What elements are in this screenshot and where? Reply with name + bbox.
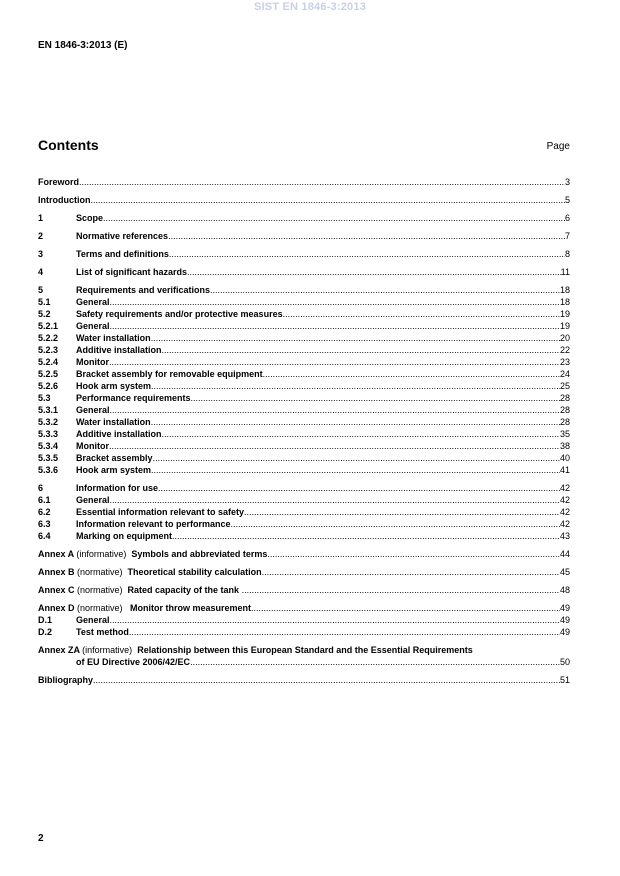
toc-entry-number: 6.2 xyxy=(38,507,51,517)
toc-entry-title: General xyxy=(76,405,110,415)
toc-entry-title: Safety requirements and/or protective measures xyxy=(76,309,283,319)
toc-entry-title: Bracket assembly for removable equipment xyxy=(76,369,263,379)
toc-entry-page: 7 xyxy=(564,231,570,241)
toc-entry[interactable] xyxy=(38,392,570,404)
toc-entry[interactable] xyxy=(38,614,570,626)
dot-leader xyxy=(129,626,560,638)
dot-leader xyxy=(158,482,560,494)
toc-entry-number: D.2 xyxy=(38,627,53,637)
toc-entry-title: Monitor xyxy=(76,357,109,367)
toc-entry-page: 28 xyxy=(559,417,570,427)
dot-leader xyxy=(172,530,560,542)
toc-entry-title: Performance requirements xyxy=(76,393,191,403)
toc-entry-title: Introduction xyxy=(38,195,91,205)
toc-entry[interactable] xyxy=(38,230,570,242)
page-number: 2 xyxy=(38,833,44,844)
dot-leader xyxy=(187,266,561,278)
dot-leader xyxy=(109,356,560,368)
toc-entry-number: 5.2.3 xyxy=(38,345,59,355)
toc-entry[interactable] xyxy=(38,194,570,206)
dot-leader xyxy=(210,284,560,296)
toc-entry-number: 5.3.5 xyxy=(38,453,59,463)
toc-entry-title: Water installation xyxy=(76,417,151,427)
dot-leader xyxy=(79,176,565,188)
toc-entry-page: 42 xyxy=(559,483,570,493)
toc-entry[interactable] xyxy=(38,344,570,356)
dot-leader xyxy=(151,464,560,476)
toc-entry[interactable] xyxy=(38,176,570,188)
dot-leader xyxy=(242,584,560,596)
dot-leader xyxy=(109,440,560,452)
toc-entry-title: Hook arm system xyxy=(76,465,152,475)
toc-entry-title: Bibliography xyxy=(38,675,94,685)
toc-entry-number: 6.1 xyxy=(38,495,51,505)
toc-entry[interactable] xyxy=(38,602,570,614)
toc-entry[interactable] xyxy=(38,548,570,560)
dot-leader xyxy=(110,296,560,308)
toc-entry-number: 2 xyxy=(38,231,44,241)
toc-entry[interactable] xyxy=(38,644,570,656)
toc-entry[interactable] xyxy=(38,584,570,596)
toc-entry[interactable] xyxy=(38,416,570,428)
toc-entry-number: 5.3.2 xyxy=(38,417,59,427)
toc-entry-title: Annex D (normative) Monitor throw measurement xyxy=(38,603,252,613)
dot-leader xyxy=(267,548,560,560)
toc-entry[interactable] xyxy=(38,356,570,368)
toc-entry-number: 6.4 xyxy=(38,531,51,541)
toc-entry-number: 5.1 xyxy=(38,297,51,307)
toc-entry-title: Test method xyxy=(76,627,129,637)
toc-entry-number: 1 xyxy=(38,213,44,223)
toc-entry-number: 5.2.5 xyxy=(38,369,59,379)
toc-entry-page: 38 xyxy=(559,441,570,451)
toc-entry[interactable] xyxy=(38,320,570,332)
toc-entry-number: 5.2.6 xyxy=(38,381,59,391)
toc-entry[interactable] xyxy=(38,482,570,494)
dot-leader xyxy=(168,230,565,242)
toc-entry[interactable] xyxy=(38,674,570,686)
toc-entry-page: 28 xyxy=(559,405,570,415)
toc-entry-title: Terms and definitions xyxy=(76,249,169,259)
toc-entry-page: 41 xyxy=(559,465,570,475)
dot-leader xyxy=(263,368,560,380)
toc-entry-page: 24 xyxy=(559,369,570,379)
toc-entry[interactable] xyxy=(38,506,570,518)
toc-entry-page: 43 xyxy=(559,531,570,541)
toc-entry-number: 5.3.6 xyxy=(38,465,59,475)
toc-entry-title: Requirements and verifications xyxy=(76,285,211,295)
toc-entry-title: Information for use xyxy=(76,483,159,493)
toc-entry-title: Marking on equipment xyxy=(76,531,173,541)
dot-leader xyxy=(151,380,560,392)
toc-entry-number: 6 xyxy=(38,483,44,493)
dot-leader xyxy=(93,674,560,686)
dot-leader xyxy=(251,602,560,614)
page-column-label: Page xyxy=(546,141,570,152)
toc-entry-number: 4 xyxy=(38,267,44,277)
toc-entry-title: Normative references xyxy=(76,231,169,241)
toc-entry-page: 44 xyxy=(559,549,570,559)
toc-entry[interactable] xyxy=(38,308,570,320)
toc-entry-page: 11 xyxy=(560,267,570,277)
toc-entry[interactable] xyxy=(38,494,570,506)
dot-leader xyxy=(244,506,560,518)
dot-leader xyxy=(91,194,565,206)
toc-entry-title: Annex A (informative) Symbols and abbreviated terms xyxy=(38,549,268,559)
toc-entry-page: 51 xyxy=(559,675,570,685)
toc-entry-number: 5.3.1 xyxy=(38,405,59,415)
toc-entry-number: 5.2 xyxy=(38,309,51,319)
toc-entry[interactable] xyxy=(38,626,570,638)
toc-entry-number: 3 xyxy=(38,249,44,259)
toc-entry[interactable] xyxy=(38,530,570,542)
annex-type: (informative) xyxy=(76,549,127,559)
toc-entry-page: 5 xyxy=(564,195,570,205)
toc-entry-number: 5.2.2 xyxy=(38,333,59,343)
toc-entry-title: Hook arm system xyxy=(76,381,152,391)
toc-entry[interactable] xyxy=(38,428,570,440)
annex-type: (informative) xyxy=(82,645,133,655)
dot-leader xyxy=(151,332,560,344)
dot-leader xyxy=(110,614,560,626)
watermark: SIST EN 1846-3:2013 xyxy=(253,1,367,13)
toc-entry-page: 49 xyxy=(559,603,570,613)
annex-type: (normative) xyxy=(77,585,123,595)
toc-entry-title: Information relevant to performance xyxy=(76,519,231,529)
toc-entry[interactable] xyxy=(38,248,570,260)
toc-entry-title: Water installation xyxy=(76,333,151,343)
toc-entry-number: 6.3 xyxy=(38,519,51,529)
annex-type: (normative) xyxy=(77,603,123,613)
toc-entry-page: 22 xyxy=(559,345,570,355)
toc-entry-number: 5.3.3 xyxy=(38,429,59,439)
toc-entry[interactable] xyxy=(38,656,570,668)
toc-entry-title: Scope xyxy=(76,213,104,223)
toc-entry[interactable] xyxy=(38,464,570,476)
toc-entry-page: 42 xyxy=(559,519,570,529)
toc-entry-page: 42 xyxy=(559,495,570,505)
toc-entry-page: 6 xyxy=(564,213,570,223)
dot-leader xyxy=(262,566,560,578)
toc-entry[interactable] xyxy=(38,380,570,392)
toc-entry-page: 35 xyxy=(559,429,570,439)
toc-entry[interactable] xyxy=(38,212,570,224)
toc-entry[interactable] xyxy=(38,368,570,380)
toc-entry-number: 5.2.1 xyxy=(38,321,59,331)
toc-entry-page: 25 xyxy=(559,381,570,391)
toc-entry-page: 19 xyxy=(559,309,570,319)
table-of-contents xyxy=(38,176,570,686)
toc-entry-page: 42 xyxy=(559,507,570,517)
toc-entry[interactable] xyxy=(38,266,570,278)
toc-entry-title: Additive installation xyxy=(76,429,162,439)
annex-type: (normative) xyxy=(77,567,123,577)
toc-entry-page: 3 xyxy=(564,177,570,187)
dot-leader xyxy=(153,452,560,464)
toc-entry-title: Bracket assembly xyxy=(76,453,153,463)
dot-leader xyxy=(110,404,560,416)
toc-entry-title: Annex B (normative) Theoretical stability calculation xyxy=(38,567,262,577)
dot-leader xyxy=(151,416,560,428)
contents-title: Contents xyxy=(38,137,99,153)
toc-entry-title: Monitor xyxy=(76,441,109,451)
toc-entry-title: of EU Directive 2006/42/EC xyxy=(76,657,191,667)
toc-entry-page: 45 xyxy=(559,567,570,577)
toc-entry-page: 40 xyxy=(559,453,570,463)
toc-entry-page: 23 xyxy=(559,357,570,367)
dot-leader xyxy=(283,308,560,320)
dot-leader xyxy=(169,248,565,260)
toc-entry-page: 49 xyxy=(559,615,570,625)
toc-entry-page: 50 xyxy=(559,657,570,667)
toc-entry-page: 28 xyxy=(559,393,570,403)
dot-leader xyxy=(103,212,565,224)
dot-leader xyxy=(110,494,560,506)
toc-entry-page: 48 xyxy=(559,585,570,595)
toc-entry-title: Additive installation xyxy=(76,345,162,355)
dot-leader xyxy=(190,656,560,668)
toc-entry-page: 18 xyxy=(559,297,570,307)
toc-entry-title: Foreword xyxy=(38,177,80,187)
dot-leader xyxy=(110,320,560,332)
toc-entry[interactable] xyxy=(38,566,570,578)
toc-entry-title: General xyxy=(76,495,110,505)
toc-entry-title: Annex C (normative) Rated capacity of the tank xyxy=(38,585,242,595)
toc-entry-page: 19 xyxy=(559,321,570,331)
toc-entry[interactable] xyxy=(38,404,570,416)
toc-entry-number: 5.3.4 xyxy=(38,441,59,451)
toc-entry[interactable] xyxy=(38,440,570,452)
toc-entry-page: 20 xyxy=(559,333,570,343)
toc-entry-title: Essential information relevant to safety xyxy=(76,507,245,517)
toc-entry[interactable] xyxy=(38,518,570,530)
toc-entry-number: D.1 xyxy=(38,615,53,625)
dot-leader xyxy=(191,392,560,404)
toc-entry-page: 8 xyxy=(564,249,570,259)
toc-entry[interactable] xyxy=(38,296,570,308)
dot-leader xyxy=(231,518,560,530)
toc-entry-number: 5.2.4 xyxy=(38,357,59,367)
document-id: EN 1846-3:2013 (E) xyxy=(38,40,128,51)
toc-entry-title: Annex ZA (informative) Relationship between this European Standard and the Essential Requirements xyxy=(38,645,473,655)
toc-entry[interactable] xyxy=(38,332,570,344)
toc-entry[interactable] xyxy=(38,452,570,464)
dot-leader xyxy=(162,428,560,440)
toc-entry-number: 5 xyxy=(38,285,44,295)
dot-leader xyxy=(162,344,560,356)
toc-entry-title: General xyxy=(76,615,110,625)
toc-entry-page: 49 xyxy=(559,627,570,637)
toc-entry-number: 5.3 xyxy=(38,393,51,403)
toc-entry[interactable] xyxy=(38,284,570,296)
toc-entry-title: General xyxy=(76,321,110,331)
toc-entry-page: 18 xyxy=(559,285,570,295)
toc-entry-title: List of significant hazards xyxy=(76,267,188,277)
toc-entry-title: General xyxy=(76,297,110,307)
